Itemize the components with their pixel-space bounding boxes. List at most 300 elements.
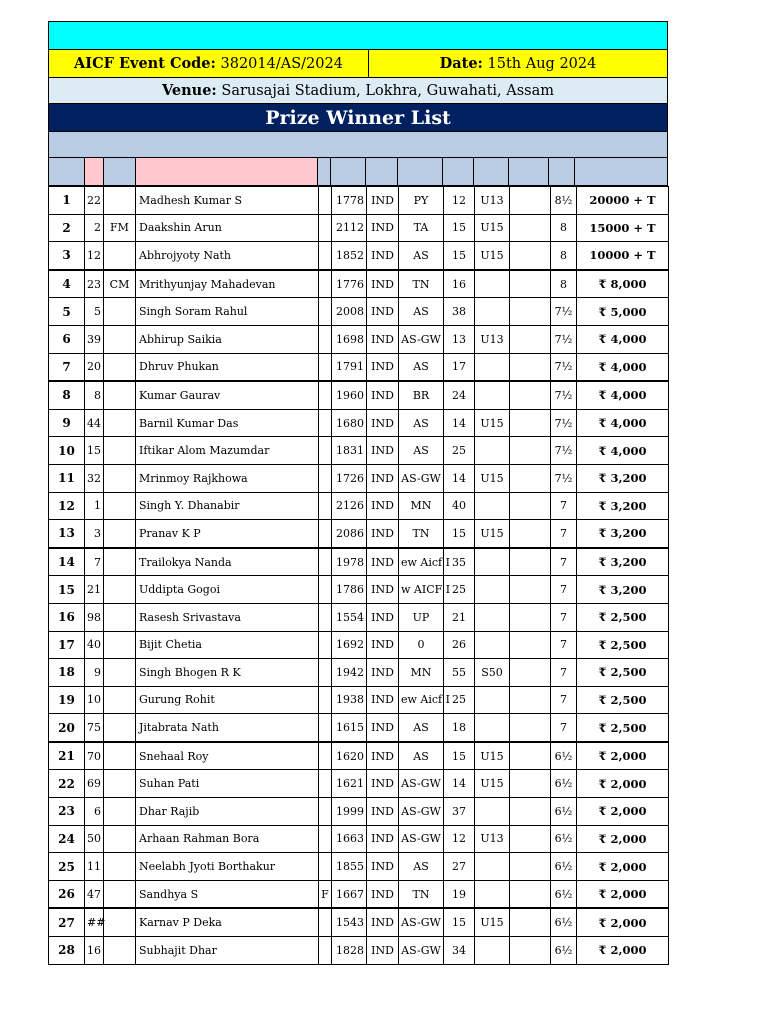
header-cell (575, 158, 667, 185)
points-cell: 7½ (551, 409, 577, 437)
federation-cell: IND (367, 548, 399, 576)
table-row (49, 298, 669, 326)
player-name-cell: Dhruv Phukan (136, 353, 319, 381)
prize-cell: ₹ 4,000 (577, 381, 669, 409)
table-row (49, 798, 669, 826)
state-cell: MN (399, 659, 444, 687)
age-cell: 26 (444, 631, 475, 659)
state-cell: PY (399, 187, 444, 215)
state-cell: TN (399, 520, 444, 548)
serial-no-cell: 17 (49, 631, 85, 659)
player-name-cell: Madhesh Kumar S (136, 187, 319, 215)
rating-cell: 1855 (332, 853, 367, 881)
points-cell: 6½ (551, 825, 577, 853)
sex-cell (319, 798, 332, 826)
state-cell: AS (399, 742, 444, 770)
rank-cell: 23 (85, 270, 104, 298)
prize-cell: 10000 + T (577, 242, 669, 270)
rank-cell: 7 (85, 548, 104, 576)
table-row (49, 520, 669, 548)
state-cell: AS-GW (399, 825, 444, 853)
header-cell (474, 158, 509, 185)
state-cell: ew Aicf I (399, 548, 444, 576)
rank-cell: 39 (85, 325, 104, 353)
rank-cell: 8 (85, 381, 104, 409)
player-name-cell: Uddipta Gogoi (136, 576, 319, 604)
prize-cell: ₹ 2,000 (577, 798, 669, 826)
age-cell: 16 (444, 270, 475, 298)
state-cell: AS (399, 242, 444, 270)
category-cell: U15 (475, 409, 510, 437)
serial-no-cell: 19 (49, 686, 85, 714)
rating-cell: 1692 (332, 631, 367, 659)
title-cell (104, 437, 136, 465)
player-name-cell: Subhajit Dhar (136, 937, 319, 965)
blank-cell (510, 464, 551, 492)
prize-cell: 15000 + T (577, 214, 669, 242)
age-cell: 55 (444, 659, 475, 687)
age-cell: 35 (444, 548, 475, 576)
sex-cell (319, 325, 332, 353)
sex-cell (319, 659, 332, 687)
blank-cell (510, 770, 551, 798)
rating-cell: 1852 (332, 242, 367, 270)
sex-cell (319, 576, 332, 604)
state-cell: AS-GW (399, 325, 444, 353)
header-cell (398, 158, 443, 185)
state-cell: AS (399, 409, 444, 437)
blank-cell (510, 325, 551, 353)
blank-cell (510, 742, 551, 770)
rating-cell: 1620 (332, 742, 367, 770)
category-cell: U13 (475, 325, 510, 353)
player-name-cell: Arhaan Rahman Bora (136, 825, 319, 853)
points-cell: 7½ (551, 353, 577, 381)
state-cell: AS-GW (399, 464, 444, 492)
serial-no-cell: 26 (49, 880, 85, 908)
blank-cell (510, 603, 551, 631)
prize-cell: ₹ 5,000 (577, 298, 669, 326)
points-cell: 7½ (551, 298, 577, 326)
age-cell: 25 (444, 437, 475, 465)
rank-cell: 9 (85, 659, 104, 687)
header-cell (549, 158, 575, 185)
blank-cell (510, 381, 551, 409)
prize-cell: ₹ 2,000 (577, 770, 669, 798)
points-cell: 6½ (551, 908, 577, 936)
table-row (49, 686, 669, 714)
category-cell: U15 (475, 242, 510, 270)
player-name-cell: Pranav K P (136, 520, 319, 548)
age-cell: 12 (444, 825, 475, 853)
age-cell: 40 (444, 492, 475, 520)
federation-cell: IND (367, 409, 399, 437)
prize-cell: ₹ 4,000 (577, 409, 669, 437)
rating-cell: 1786 (332, 576, 367, 604)
prize-cell: ₹ 8,000 (577, 270, 669, 298)
blank-cell (510, 298, 551, 326)
prize-cell: ₹ 3,200 (577, 464, 669, 492)
state-cell: AS-GW (399, 937, 444, 965)
rating-cell: 1621 (332, 770, 367, 798)
points-cell: 8 (551, 242, 577, 270)
age-cell: 21 (444, 603, 475, 631)
prize-cell: ₹ 2,500 (577, 686, 669, 714)
state-cell: AS-GW (399, 798, 444, 826)
prize-cell: ₹ 2,000 (577, 825, 669, 853)
age-cell: 14 (444, 409, 475, 437)
serial-no-cell: 2 (49, 214, 85, 242)
header-cell (318, 158, 331, 185)
table-row (49, 464, 669, 492)
serial-no-cell: 16 (49, 603, 85, 631)
federation-cell: IND (367, 631, 399, 659)
prize-cell: ₹ 2,000 (577, 908, 669, 936)
federation-cell: IND (367, 520, 399, 548)
rank-cell: 20 (85, 353, 104, 381)
points-cell: 7½ (551, 325, 577, 353)
rank-cell: 50 (85, 825, 104, 853)
points-cell: 7 (551, 520, 577, 548)
rank-cell: 1 (85, 492, 104, 520)
blank-cell (510, 908, 551, 936)
serial-no-cell: 14 (49, 548, 85, 576)
prize-cell: ₹ 2,500 (577, 603, 669, 631)
title-cell (104, 353, 136, 381)
serial-no-cell: 23 (49, 798, 85, 826)
title-cell (104, 908, 136, 936)
rank-cell: 70 (85, 742, 104, 770)
title-cell (104, 770, 136, 798)
prize-cell: ₹ 3,200 (577, 576, 669, 604)
serial-no-cell: 20 (49, 714, 85, 742)
sex-cell (319, 242, 332, 270)
state-cell: AS (399, 437, 444, 465)
date-cell (369, 50, 667, 77)
state-cell: TA (399, 214, 444, 242)
sex-cell (319, 464, 332, 492)
table-row (49, 880, 669, 908)
rating-cell: 2112 (332, 214, 367, 242)
rating-cell: 1978 (332, 548, 367, 576)
rating-cell: 1667 (332, 880, 367, 908)
table-row (49, 631, 669, 659)
sex-cell: F (319, 880, 332, 908)
prize-cell: ₹ 2,500 (577, 631, 669, 659)
title-cell (104, 631, 136, 659)
title-cell (104, 548, 136, 576)
points-cell: 6½ (551, 853, 577, 881)
federation-cell: IND (367, 798, 399, 826)
category-cell (475, 937, 510, 965)
player-name-cell: Neelabh Jyoti Borthakur (136, 853, 319, 881)
prize-cell: ₹ 4,000 (577, 437, 669, 465)
table-row (49, 381, 669, 409)
serial-no-cell: 1 (49, 187, 85, 215)
player-name-cell: Kumar Gaurav (136, 381, 319, 409)
player-name-cell: Snehaal Roy (136, 742, 319, 770)
rating-cell: 2008 (332, 298, 367, 326)
federation-cell: IND (367, 937, 399, 965)
federation-cell: IND (367, 492, 399, 520)
sex-cell (319, 825, 332, 853)
sex-cell (319, 270, 332, 298)
table-row (49, 325, 669, 353)
date-value: 15th Aug 2024 (487, 55, 597, 72)
points-cell: 7 (551, 603, 577, 631)
points-cell: 7 (551, 492, 577, 520)
blank-cell (510, 798, 551, 826)
serial-no-cell: 5 (49, 298, 85, 326)
table-row (49, 908, 669, 936)
age-cell: 27 (444, 853, 475, 881)
federation-cell: IND (367, 298, 399, 326)
serial-no-cell: 27 (49, 908, 85, 936)
age-cell: 34 (444, 937, 475, 965)
rank-cell: 2 (85, 214, 104, 242)
sex-cell (319, 214, 332, 242)
category-cell (475, 853, 510, 881)
rating-cell: 1791 (332, 353, 367, 381)
points-cell: 7½ (551, 437, 577, 465)
title-cell (104, 742, 136, 770)
rank-cell: 32 (85, 464, 104, 492)
points-cell: 7 (551, 576, 577, 604)
sex-cell (319, 714, 332, 742)
prize-cell: ₹ 4,000 (577, 353, 669, 381)
title-cell (104, 937, 136, 965)
category-cell: U15 (475, 742, 510, 770)
sex-cell (319, 298, 332, 326)
age-cell: 25 (444, 686, 475, 714)
table-row (49, 853, 669, 881)
serial-no-cell: 12 (49, 492, 85, 520)
sex-cell (319, 631, 332, 659)
blank-cell (510, 659, 551, 687)
age-cell: 15 (444, 214, 475, 242)
state-cell: AS-GW (399, 770, 444, 798)
points-cell: 8½ (551, 187, 577, 215)
table-row (49, 548, 669, 576)
rating-cell: 1663 (332, 825, 367, 853)
table-row (49, 242, 669, 270)
rating-cell: 1726 (332, 464, 367, 492)
rank-cell: 15 (85, 437, 104, 465)
player-name-cell: Singh Y. Dhanabir (136, 492, 319, 520)
rank-cell: ## (85, 908, 104, 936)
rating-cell: 1938 (332, 686, 367, 714)
category-cell: S50 (475, 659, 510, 687)
category-cell (475, 686, 510, 714)
category-cell (475, 880, 510, 908)
federation-cell: IND (367, 270, 399, 298)
player-name-cell: Suhan Pati (136, 770, 319, 798)
rank-cell: 40 (85, 631, 104, 659)
serial-no-cell: 25 (49, 853, 85, 881)
prize-cell: ₹ 2,000 (577, 880, 669, 908)
blank-cell (510, 270, 551, 298)
federation-cell: IND (367, 242, 399, 270)
rating-cell: 1778 (332, 187, 367, 215)
title-cell (104, 880, 136, 908)
player-name-cell: Barnil Kumar Das (136, 409, 319, 437)
title-cell (104, 520, 136, 548)
title-cell (104, 714, 136, 742)
table-row (49, 937, 669, 965)
sex-cell (319, 686, 332, 714)
player-name-cell: Gurung Rohit (136, 686, 319, 714)
title-cell (104, 492, 136, 520)
category-cell (475, 353, 510, 381)
federation-cell: IND (367, 880, 399, 908)
header-cell (366, 158, 398, 185)
venue-label: Venue: (161, 82, 217, 99)
state-cell: BR (399, 381, 444, 409)
category-cell (475, 798, 510, 826)
blank-cell (510, 187, 551, 215)
blank-cell (510, 214, 551, 242)
table-row (49, 353, 669, 381)
sex-cell (319, 492, 332, 520)
rank-cell: 16 (85, 937, 104, 965)
sex-cell (319, 353, 332, 381)
rating-cell: 1680 (332, 409, 367, 437)
player-name-cell: Abhrojyoty Nath (136, 242, 319, 270)
category-cell: U15 (475, 464, 510, 492)
header-cell (104, 158, 136, 185)
points-cell: 7 (551, 714, 577, 742)
age-cell: 13 (444, 325, 475, 353)
age-cell: 12 (444, 187, 475, 215)
blank-cell (510, 880, 551, 908)
table-row (49, 214, 669, 242)
sex-cell (319, 603, 332, 631)
rating-cell: 1960 (332, 381, 367, 409)
category-cell: U15 (475, 214, 510, 242)
player-name-cell: Mrinmoy Rajkhowa (136, 464, 319, 492)
table-row (49, 409, 669, 437)
rank-cell: 47 (85, 880, 104, 908)
state-cell: TN (399, 880, 444, 908)
blank-cell (510, 576, 551, 604)
serial-no-cell: 4 (49, 270, 85, 298)
table-row (49, 742, 669, 770)
age-cell: 15 (444, 242, 475, 270)
state-cell: ew Aicf I (399, 686, 444, 714)
age-cell: 15 (444, 520, 475, 548)
sex-cell (319, 548, 332, 576)
age-cell: 19 (444, 880, 475, 908)
category-cell (475, 437, 510, 465)
player-name-cell: Trailokya Nanda (136, 548, 319, 576)
rank-cell: 75 (85, 714, 104, 742)
table-row (49, 603, 669, 631)
federation-cell: IND (367, 853, 399, 881)
category-cell: U15 (475, 908, 510, 936)
blank-cell (510, 353, 551, 381)
points-cell: 7½ (551, 381, 577, 409)
serial-no-cell: 21 (49, 742, 85, 770)
state-cell: AS (399, 714, 444, 742)
player-name-cell: Karnav P Deka (136, 908, 319, 936)
player-name-cell: Rasesh Srivastava (136, 603, 319, 631)
column-header-row (48, 158, 668, 186)
blank-cell (510, 937, 551, 965)
rating-cell: 1776 (332, 270, 367, 298)
sex-cell (319, 437, 332, 465)
federation-cell: IND (367, 353, 399, 381)
venue-value: Sarusajai Stadium, Lokhra, Guwahati, Assam (221, 82, 555, 99)
player-name-cell: Sandhya S (136, 880, 319, 908)
state-cell: AS (399, 353, 444, 381)
rank-cell: 21 (85, 576, 104, 604)
prize-cell: ₹ 2,000 (577, 742, 669, 770)
rank-cell: 69 (85, 770, 104, 798)
rating-cell: 1831 (332, 437, 367, 465)
title-cell (104, 798, 136, 826)
table-row (49, 714, 669, 742)
category-cell: U13 (475, 825, 510, 853)
sex-cell (319, 520, 332, 548)
sex-cell (319, 381, 332, 409)
rating-cell: 1828 (332, 937, 367, 965)
serial-no-cell: 10 (49, 437, 85, 465)
category-cell: U13 (475, 187, 510, 215)
blank-cell (510, 825, 551, 853)
serial-no-cell: 6 (49, 325, 85, 353)
blank-cell (510, 714, 551, 742)
date-label: Date: (439, 55, 483, 72)
table-row (49, 825, 669, 853)
federation-cell: IND (367, 770, 399, 798)
state-cell: AS (399, 298, 444, 326)
federation-cell: IND (367, 325, 399, 353)
blank-cell (510, 853, 551, 881)
table-row (49, 270, 669, 298)
table-row (49, 770, 669, 798)
player-name-cell: Jitabrata Nath (136, 714, 319, 742)
venue-band (48, 78, 668, 104)
serial-no-cell: 9 (49, 409, 85, 437)
rank-cell: 12 (85, 242, 104, 270)
age-cell: 38 (444, 298, 475, 326)
sex-cell (319, 937, 332, 965)
header-cell (509, 158, 550, 185)
page-title: Prize Winner List (48, 104, 668, 132)
points-cell: 6½ (551, 880, 577, 908)
rank-cell: 44 (85, 409, 104, 437)
prize-winner-table (48, 186, 669, 965)
event-info-band (48, 50, 668, 78)
sex-cell (319, 770, 332, 798)
table-row (49, 187, 669, 215)
serial-no-cell: 24 (49, 825, 85, 853)
points-cell: 8 (551, 214, 577, 242)
points-cell: 6½ (551, 937, 577, 965)
category-cell (475, 603, 510, 631)
title-cell (104, 325, 136, 353)
title-cell (104, 603, 136, 631)
serial-no-cell: 15 (49, 576, 85, 604)
serial-no-cell: 8 (49, 381, 85, 409)
points-cell: 7 (551, 631, 577, 659)
header-cell (136, 158, 318, 185)
blank-cell (510, 242, 551, 270)
player-name-cell: Mrithyunjay Mahadevan (136, 270, 319, 298)
blank-cell (510, 437, 551, 465)
rating-cell: 2086 (332, 520, 367, 548)
rank-cell: 6 (85, 798, 104, 826)
